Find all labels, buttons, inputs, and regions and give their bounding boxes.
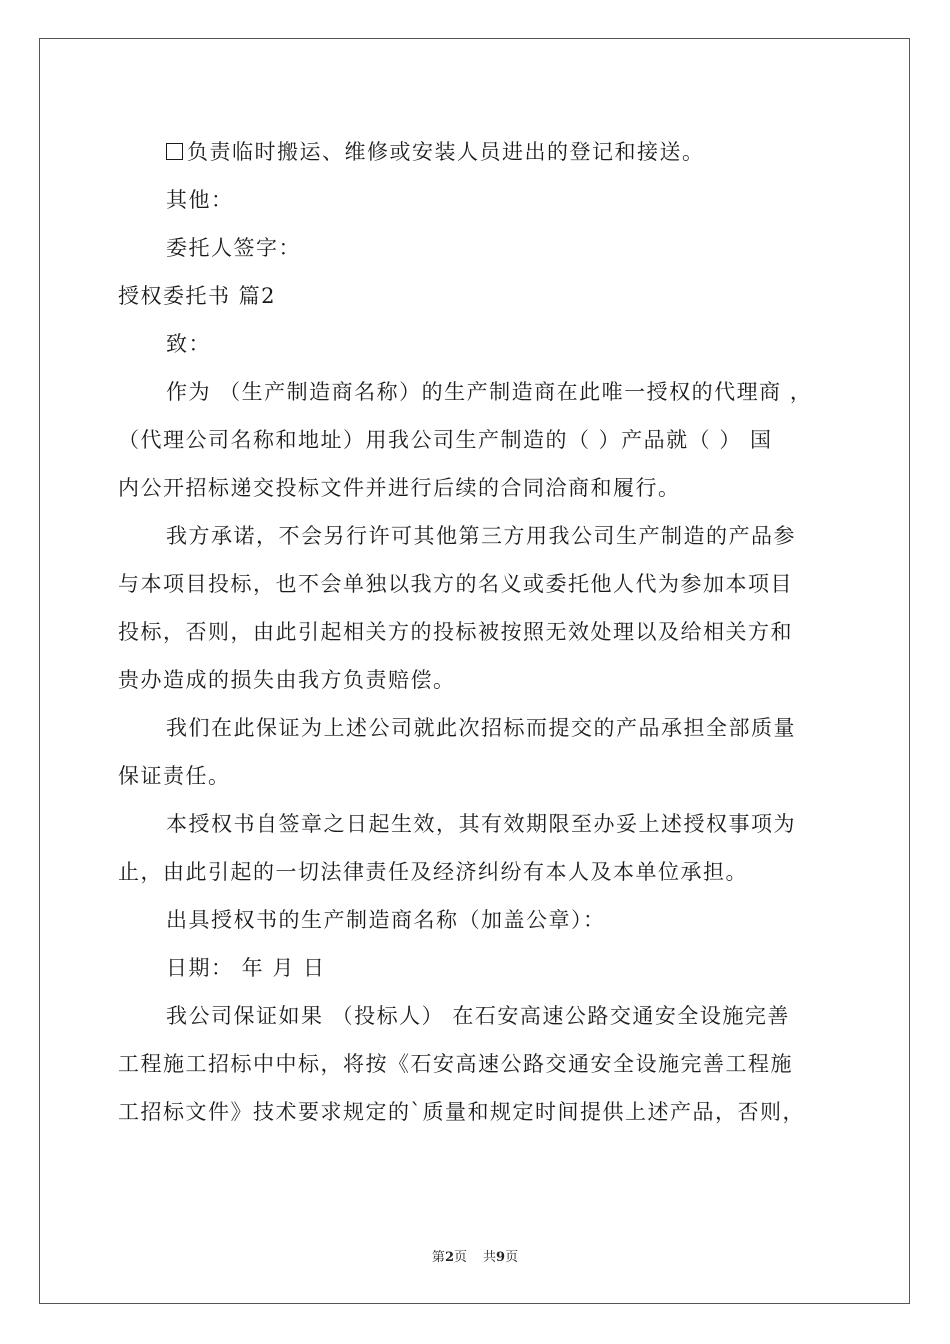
text-line: 与本项目投标，也不会单独以我方的名义或委托他人代为参加本项目	[118, 572, 793, 596]
total-suffix: 页	[505, 1250, 519, 1265]
section-heading: 授权委托书 篇2	[118, 284, 277, 308]
text-line: 止，由此引起的一切法律责任及经济纠纷有本人及本单位承担。	[118, 860, 748, 884]
page-suffix: 页	[453, 1250, 467, 1265]
text-line: （代理公司名称和地址）用我公司生产制造的（ ）产品就（ ） 国	[118, 428, 773, 452]
total-pages: 9	[496, 1250, 506, 1265]
total-prefix: 共	[483, 1250, 497, 1265]
page-prefix: 第	[431, 1250, 445, 1265]
text-line: 作为 （生产制造商名称）的生产制造商在此唯一授权的代理商 ，	[166, 380, 813, 404]
text-line: 负责临时搬运、维修或安装人员进出的登记和接送。	[118, 128, 838, 176]
text-line: 工程施工招标中中标，将按《石安高速公路交通安全设施完善工程施	[118, 1052, 793, 1076]
text-line: 投标，否则，由此引起相关方的投标被按照无效处理以及给相关方和	[118, 620, 793, 644]
text-line: 日期： 年 月 日	[166, 956, 326, 980]
text-line: 委托人签字：	[166, 236, 301, 260]
text-line: 工招标文件》技术要求规定的`质量和规定时间提供上述产品，否则，	[118, 1100, 805, 1124]
text-line: 贵办造成的损失由我方负责赔偿。	[118, 668, 456, 692]
text-line: 我方承诺，不会另行许可其他第三方用我公司生产制造的产品参	[166, 524, 796, 548]
page-footer	[0, 1246, 950, 1265]
page-number: 2	[444, 1250, 454, 1265]
checkbox-icon	[166, 143, 183, 160]
text-line: 致：	[166, 332, 211, 356]
document-body	[118, 128, 838, 1136]
text-line: 出具授权书的生产制造商名称（加盖公章）：	[166, 908, 606, 932]
text-line: 我公司保证如果 （投标人） 在石安高速公路交通安全设施完善	[166, 1004, 790, 1028]
text-line: 保证责任。	[118, 764, 231, 788]
text-line: 内公开招标递交投标文件并进行后续的合同洽商和履行。	[118, 476, 681, 500]
text-line: 本授权书自签章之日起生效，其有效期限至办妥上述授权事项为	[166, 812, 796, 836]
text-line: 其他：	[166, 188, 234, 212]
text-line: 我们在此保证为上述公司就此次招标而提交的产品承担全部质量	[166, 716, 796, 740]
